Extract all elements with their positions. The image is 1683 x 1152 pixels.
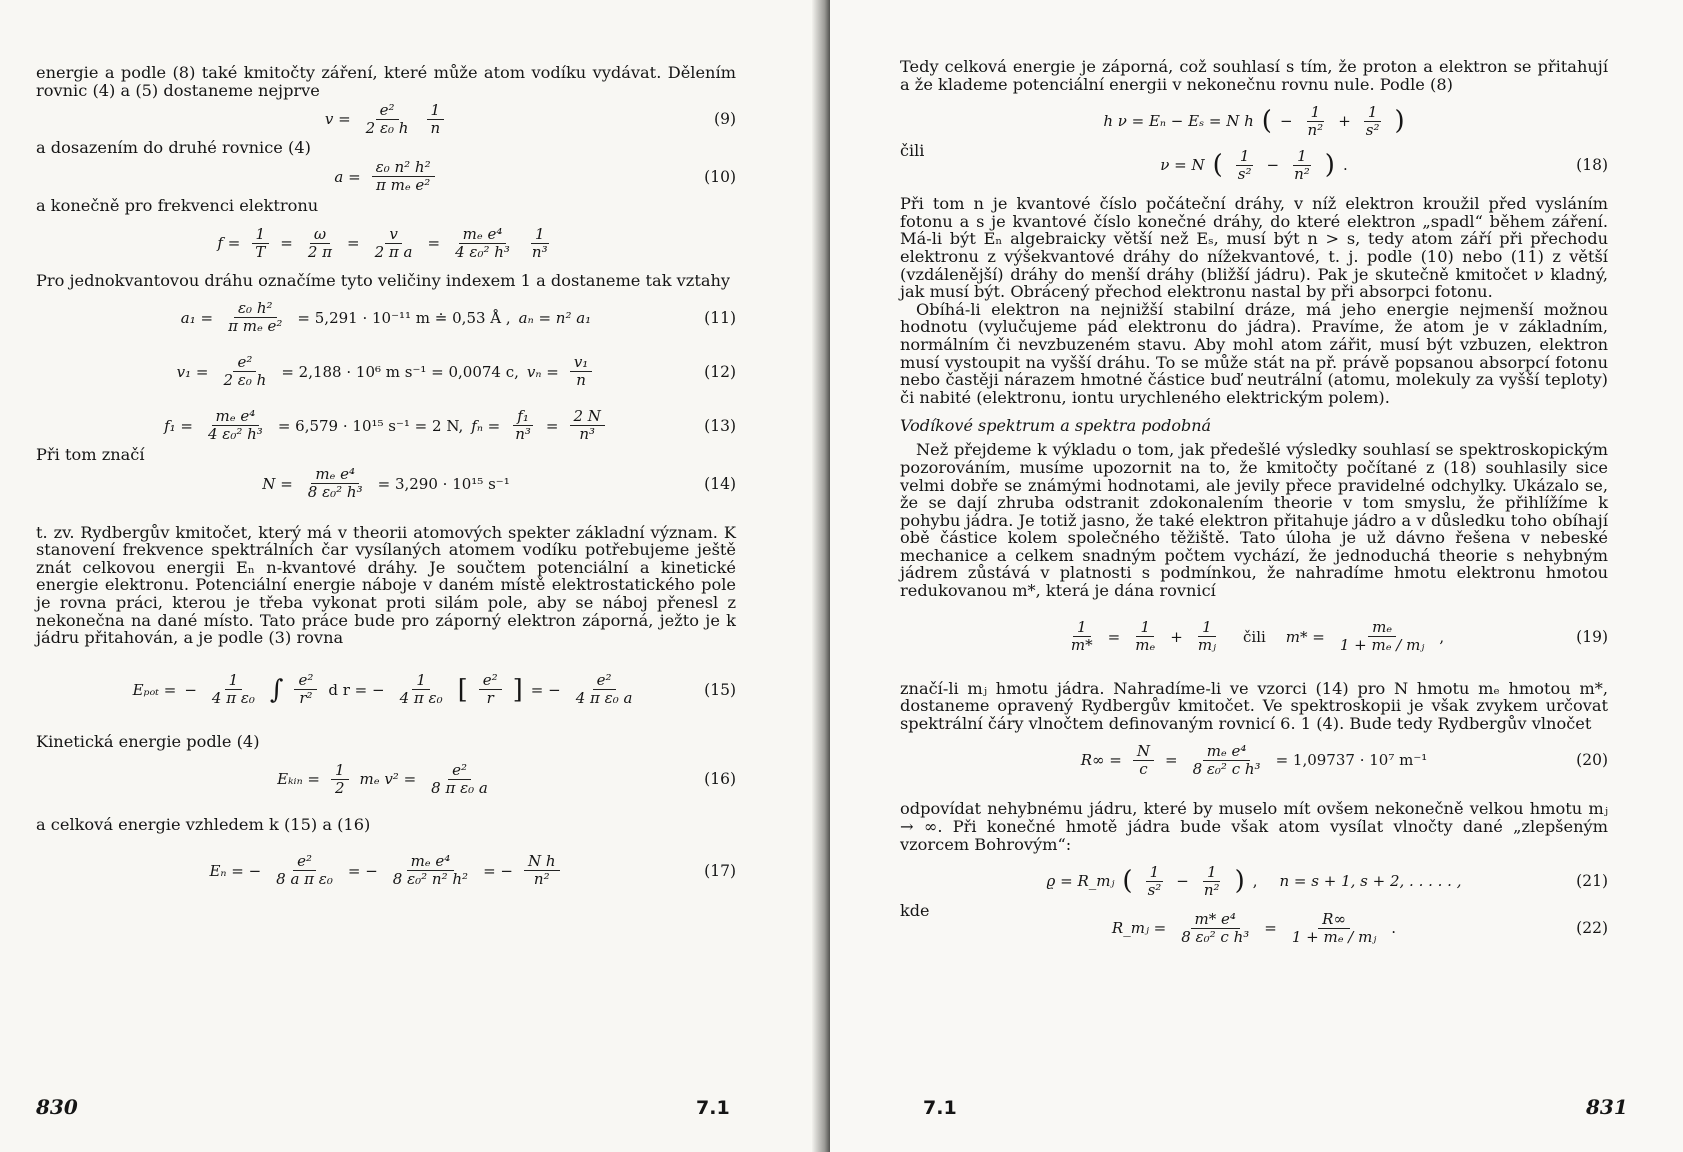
page-number-right: 831: [1586, 1095, 1628, 1119]
equation-9: v = $\frac{\text{e²}}{\text{2 ε₀ h}}$ $\frac{1}{n}$ (9): [324, 100, 736, 137]
equation-number: (15): [704, 680, 736, 699]
equation-number: (22): [1576, 919, 1608, 938]
cili-label: čili: [900, 141, 925, 161]
right-page-content: [900, 58, 1608, 953]
equation-number: (17): [704, 861, 736, 880]
right-paragraph-6: odpovídat nehybnému jádru, které by muselo mít ovšem nekonečně velkou hmotu mⱼ → ∞. Při konečné hmotě jádra bude však atom vysílat vlnočty dané „zlepšeným vzorcem Bohrovým“:: [900, 799, 1608, 854]
left-page: [0, 0, 830, 1152]
equation-21: ϱ = R_mⱼ ( $\frac{1}{\text{s²}}$ − $\frac{1}{\text{n²}}$ ) , n = s + 1, s + 2, . . . . . , (21): [1046, 862, 1608, 899]
chapter-label-right: 7.1: [923, 1097, 957, 1119]
equation-12: v₁ = $\frac{\text{e²}}{\text{2 ε₀ h}}$ = 2,188 · 10⁶ m s⁻¹ = 0,0074 c, vₙ = $\frac{\text{v₁}}{n}$ (12): [176, 353, 736, 390]
equation-number: (13): [704, 416, 736, 435]
right-paragraph-3: Obíhá-li elektron na nejnižší stabilní dráze, má jeho energie nejmenší možnou hodnotu (vylučujeme pád elektronu do jádra). Pravíme, že atom je v základním, normálním či nevzbuzeném stavu. Aby mohl atom zářit, musí být vzbuzen, elektron musí vystoupit na vyšší dráhu. To se může stát na př. právě popsanou absorpcí fotonu nebo častěji nárazem hmotné částice buď neutrální (atomu, molekuly za vyšší teploty) či nabité (elektronu, iontu urychleného elektrickým polem).: [900, 299, 1608, 407]
equation-number: (16): [704, 770, 736, 789]
left-paragraph-1: energie a podle (8) také kmitočty záření, které může atom vodíku vydávat. Dělením rovnic (4) a (5) dostaneme nejprve: [36, 63, 736, 100]
equation-hv: h ν = Eₙ − Eₛ = N h ( − $\frac{1}{\text{n²}}$ + $\frac{1}{\text{s²}}$ ): [1103, 102, 1405, 139]
equation-20: R∞ = $\frac{N}{c}$ = $\frac{\text{mₑ e⁴}}{\text{8 ε₀² c h³}}$ = 1,09737 · 10⁷ m⁻¹ (20): [1080, 741, 1608, 778]
page-number-left: 830: [36, 1095, 78, 1119]
right-paragraph-1: Tedy celková energie je záporná, což souhlasí s tím, že proton a elektron se přitahují a že klademe potenciální energii v nekonečnu rovnu nule. Podle (8): [900, 57, 1608, 94]
equation-number: (11): [704, 308, 736, 327]
integral-sign: ∫: [269, 674, 284, 705]
left-paragraph-4: Pro jednokvantovou dráhu označíme tyto veličiny indexem 1 a dostaneme tak vztahy: [36, 271, 731, 291]
equation-number: (18): [1576, 156, 1608, 175]
kde-label: kde: [900, 901, 930, 921]
left-paragraph-6: t. zv. Rydbergův kmitočet, který má v theorii atomových spekter základní význam. K stanovení frekvence spektrálních čar vysílaných atomem vodíku potřebujeme ještě znát celkovou energii Eₙ n-kvantové dráhy. Je součtem potenciální a kinetické energie elektronu. Potenciální energie náboje v daném místě elektrostatického pole je rovna práci, kterou je třeba vykonat proti silám pole, aby se náboj přenesl z nekonečna na dané místo. Tato práce bude pro záporný elektron záporná, ježto je k jádru přitahován, a je podle (3) rovna: [36, 522, 736, 648]
right-paragraph-5: značí-li mⱼ hmotu jádra. Nahradíme-li ve vzorci (14) pro N hmotu mₑ hmotou m*, dostaneme opravený Rydbergův kmitočet. Ve spektroskopii je však zvykem určovat spektrální čáry vlnočtem definovaným rovnicí 6. 1 (4). Bude tedy Rydbergův vlnočet: [900, 678, 1608, 733]
equation-22-block: [900, 901, 1608, 953]
equation-number: (20): [1576, 751, 1608, 770]
equation-number: (21): [1576, 872, 1608, 891]
right-page: [830, 0, 1683, 1152]
left-page-content: [36, 64, 736, 900]
equation-15: Eₚₒₜ = − $\frac{1}{\text{4 π ε₀}}$ ∫ $\frac{\text{e²}}{\text{r²}}$ d r = − $\frac{1}{\text{4 π ε₀}}$ [ $\frac{\text{e²}}{r}$ ] = − $\frac{\text{e²}}{\text{4 π ε₀ a}}$ (15): [132, 671, 736, 708]
equation-number: (14): [704, 474, 736, 493]
equation-number: (9): [714, 110, 736, 129]
equation-number: (12): [704, 362, 736, 381]
right-paragraph-2: Při tom n je kvantové číslo počáteční dráhy, v níž elektron kroužil před vysláním fotonu a s je kvantové číslo konečné dráhy, do které elektron „spadl“ během záření. Má-li být Eₙ algebraicky větší než Eₛ, musí být n > s, tedy atom září při přechodu elektronu z výšekvantové dráhy do nížekvantové, t. j. podle (10) nebo (11) z větší (vzdálenější) dráhy do menší dráhy (bližší jádru). Pak je skutečně kmitočet ν kladný, jak musí být. Obrácený přechod elektronu nastal by při absorpci fotonu.: [900, 194, 1608, 302]
equation-17: Eₙ = − $\frac{\text{e²}}{\text{8 a π ε₀}}$ = − $\frac{\text{mₑ e⁴}}{\text{8 ε₀² n² h²}}$ = − $\frac{\text{N h}}{\text{n²}}$ (17): [209, 852, 736, 889]
left-paragraph-8: a celková energie vzhledem k (15) a (16): [36, 815, 371, 835]
equation-16: Eₖᵢₙ = $\frac{1}{2}$ mₑ v² = $\frac{\text{e²}}{\text{8 π ε₀ a}}$ (16): [277, 760, 736, 797]
equation-number: (10): [704, 167, 736, 186]
left-paragraph-2: a dosazením do druhé rovnice (4): [36, 138, 311, 158]
equation-11: a₁ = $\frac{\text{ε₀ h²}}{\text{π mₑ e²}}$ = 5,291 · 10⁻¹¹ m ≐ 0,53 Å , aₙ = n² a₁ (11): [180, 299, 736, 336]
equation-number: (19): [1576, 627, 1608, 646]
chapter-label-left: 7.1: [696, 1097, 730, 1119]
equation-13: f₁ = $\frac{\text{mₑ e⁴}}{\text{4 ε₀² h³}}$ = 6,579 · 10¹⁵ s⁻¹ = 2 N, fₙ = $\frac{\text{f₁}}{\text{n³}}$ = $\frac{2 N}{\text{n³}}$ (13): [164, 407, 736, 444]
equation-22: R_mⱼ = $\frac{\text{m* e⁴}}{\text{8 ε₀² c h³}}$ = $\frac{R\infty}{\text{1 + mₑ / mⱼ}}$ . (22): [1111, 909, 1608, 946]
equation-18: ν = N ( $\frac{1}{\text{s²}}$ − $\frac{1}{\text{n²}}$ ) . (18): [1160, 146, 1608, 183]
section-heading: Vodíkové spektrum a spektra podobná: [900, 416, 1212, 436]
equation-frequency: f = $\frac{1}{T}$ = $\frac{\omega}{2 \pi}$ = $\frac{v}{\text{2 π a}}$ = $\frac{\text{mₑ e⁴}}{\text{4 ε₀² h³}}$ $\frac{1}{\text{n³}}$: [217, 224, 548, 261]
left-paragraph-7: Kinetická energie podle (4): [36, 731, 260, 751]
equation-14: N = $\frac{\text{mₑ e⁴}}{\text{8 ε₀² h³}}$ = 3,290 · 10¹⁵ s⁻¹ (14): [262, 465, 736, 502]
left-paragraph-3: a konečně pro frekvenci elektronu: [36, 195, 319, 215]
equation-10: a = $\frac{\text{ε₀ n² h²}}{\text{π mₑ e²}}$ (10): [334, 158, 736, 195]
left-paragraph-5: Při tom značí: [36, 444, 145, 464]
equation-18-block: [900, 141, 1608, 181]
right-paragraph-4: Než přejdeme k výkladu o tom, jak předešlé výsledky souhlasí se spektroskopickým pozorováním, musíme upozornit na to, že kmitočty počítané z (18) souhlasily sice velmi dobře se známými hodnotami, ale jevily přece pravidelné odchylky. Ukázalo se, že se dají zhruba odstranit zdokonalením theorie v tom smyslu, že přihlížíme k pohybu jádra. Je totiž jasno, že také elektron přitahuje jádro a v důsledku toho obíhají obě částice kolem společného těžiště. Tato úloha je už dávno řešena v nebeské mechanice a celkem snadným počtem vychází, že jednoduchá theorie s nehybným jádrem zůstává v platnosti s podmínkou, že nahradíme hmotu elektronu hmotou redukovanou m*, která je dána rovnicí: [900, 440, 1608, 601]
equation-19: $\frac{1}{m*}$ = $\frac{1}{\text{mₑ}}$ + $\frac{1}{\text{mⱼ}}$ čili m* = $\frac{\text{mₑ}}{\text{1 + mₑ / mⱼ}}$ , (19): [1070, 618, 1608, 655]
